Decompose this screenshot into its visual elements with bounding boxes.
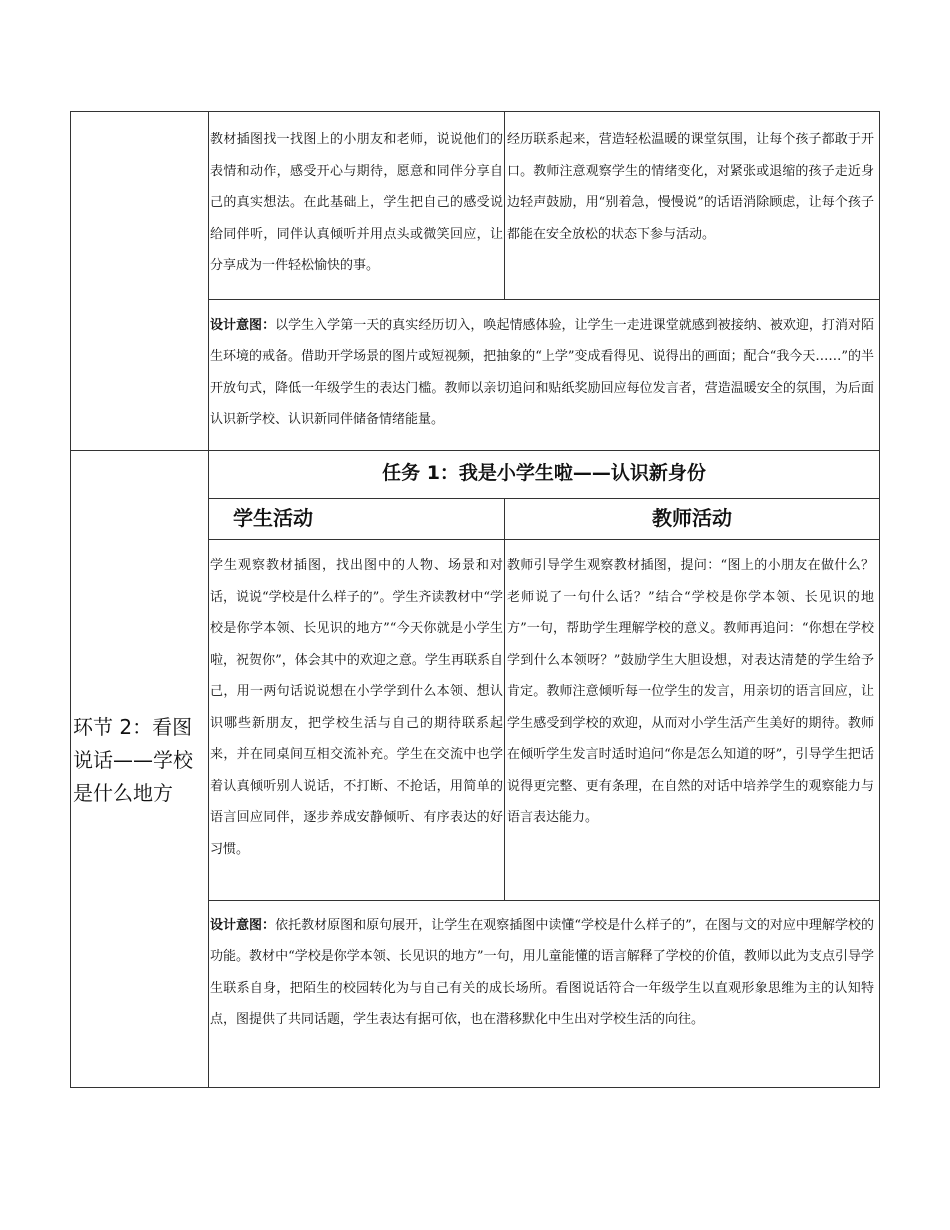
design-intent-label: 设计意图： (210, 318, 276, 333)
stage-column-divider (208, 111, 209, 1088)
design-intent-text: 依托教材原图和原句展开，让学生在观察插图中读懂“学校是什么样子的”，在图与文的对应中理解学校的功能。教材中“学校是你学本领、长见识的地方”一句，用儿童能懂的语言解释了学校的价值，教师以此为支点引导学生联系自身，把陌生的校园转化为与自己有关的成长场所。看图说话符合一年级学生以直观形象思维为主的认知特点，图提供了共同话题，学生表达有据可依，也在潜移默化中生出对学校生活的向往。 (210, 918, 874, 1027)
section-divider (70, 450, 880, 451)
section2-design-intent (210, 910, 874, 1035)
section1-student-activity: 教材插图找一找图上的小朋友和老师，说说他们的表情和动作，感受开心与期待，愿意和同伴分享自己的真实想法。在此基础上，学生把自己的感受说给同伴听，同伴认真倾听并用点头或微笑回应，让分享成为一件轻松愉快的事。 (210, 132, 503, 273)
task-title: 任务 1：我是小学生啦——认识新身份 (382, 462, 706, 484)
section2-teacher-activity: 教师引导学生观察教材插图，提问：“图上的小朋友在做什么？老师说了一句什么话？”结合“学校是你学本领、长见识的地方”一句，帮助学生理解学校的意义。教师再追问：“你想在学校学到什么本领呀？”鼓励学生大胆设想，对表达清楚的学生给予肯定。教师注意倾听每一位学生的发言，用亲切的语言回应，让学生感受到学校的欢迎，从而对小学生活产生美好的期待。教师在倾听学生发言时适时追问“你是怎么知道的呀”，引导学生把话说得更完整、更有条理，在自然的对话中培养学生的观察能力与语言表达能力。 (507, 558, 874, 825)
section1-activity-divider (504, 111, 505, 299)
student-activity-header: 学生活动 (233, 506, 313, 530)
stage-title: 环节 2：看图说话——学校是什么地方 (73, 715, 193, 805)
row-divider (208, 299, 880, 300)
design-intent-label: 设计意图： (210, 918, 276, 933)
section1-teacher-activity: 经历联系起来，营造轻松温暖的课堂氛围，让每个孩子都敢于开口。教师注意观察学生的情绪变化，对紧张或退缩的孩子走近身边轻声鼓励，用“别着急，慢慢说”的话语消除顾虑，让每个孩子都能在安全放松的状态下参与活动。 (507, 132, 874, 242)
section2-activity-divider (504, 498, 505, 900)
row-divider (208, 900, 880, 901)
row-divider (208, 498, 880, 499)
teacher-activity-header: 教师活动 (652, 506, 732, 530)
design-intent-text: 以学生入学第一天的真实经历切入，唤起情感体验，让学生一走进课堂就感到被接纳、被欢迎，打消对陌生环境的戒备。借助开学场景的图片或短视频，把抽象的“上学”变成看得见、说得出的画面；配合“我今天……”的半开放句式，降低一年级学生的表达门槛。教师以亲切追问和贴纸奖励回应每位发言者，营造温暖安全的氛围，为后面认识新学校、认识新同伴储备情绪能量。 (210, 318, 874, 427)
row-divider (208, 539, 880, 540)
section2-student-activity: 学生观察教材插图，找出图中的人物、场景和对话，说说“学校是什么样子的”。学生齐读教材中“学校是你学本领、长见识的地方”“今天你就是小学生啦，祝贺你”，体会其中的欢迎之意。学生再联系自己，用一两句话说说想在小学学到什么本领、想认识哪些新朋友，把学校生活与自己的期待联系起来，并在同桌间互相交流补充。学生在交流中也学着认真倾听别人说话，不打断、不抢话，用简单的语言回应同伴，逐步养成安静倾听、有序表达的好习惯。 (210, 558, 503, 857)
section1-design-intent (210, 310, 874, 435)
